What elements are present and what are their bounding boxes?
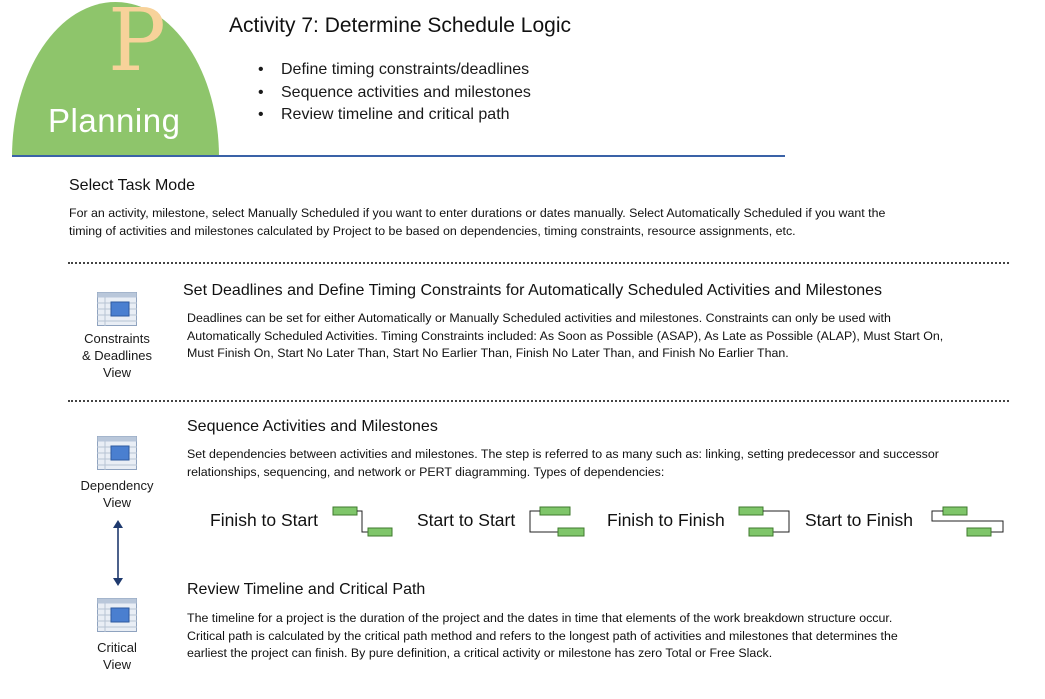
deadlines-text [187,310,943,363]
logo-letter: P [108,2,166,91]
critical-heading: Review Timeline and Critical Path [187,581,426,598]
constraints-view-label [72,330,162,381]
finish-to-finish-label: Finish to Finish [607,510,725,530]
logo-text: Planning [48,102,181,139]
label-line: & Deadlines [81,348,153,363]
activity-bullet-list [258,59,531,127]
dependency-view-label [72,477,162,511]
text-line: Deadlines can be set for either Automatically or Manually Scheduled activities and milestones. Constraints can only be used with [187,311,891,325]
start-to-finish-diagram-icon [929,506,1007,538]
deadlines-heading: Set Deadlines and Define Timing Constraints for Automatically Scheduled Activities and Milestones [183,282,883,299]
label-line: Critical [97,640,137,655]
start-to-start-label: Start to Start [417,510,516,530]
text-line: Automatically Scheduled Activities. Timing Constraints included: As Soon as Possible (ASAP), As Late as Possible (ALAP), Must Start On, [187,328,944,343]
label-line: View [103,365,131,380]
finish-to-start-label: Finish to Start [210,510,318,530]
constraints-view-icon[interactable] [97,292,137,326]
bullet-item: • Review timeline and critical path [258,104,531,127]
task-mode-heading: Select Task Mode [69,177,195,194]
text-line: Must Finish On, Start No Later Than, Start No Earlier Than, Finish No Later Than, and Finish No Earlier Than. [187,346,789,360]
text-line: Set dependencies between activities and milestones. The step is referred to as many such as: linking, setting predecessor and successor [187,447,939,461]
label-line: View [103,495,131,510]
critical-text [187,610,898,663]
finish-to-start-diagram-icon [332,506,394,538]
critical-view-icon[interactable] [97,598,137,632]
bullet-item: • Define timing constraints/deadlines [258,59,531,82]
start-to-finish-label: Start to Finish [805,510,913,530]
page-title: Activity 7: Determine Schedule Logic [229,14,571,37]
label-line: View [103,657,131,672]
text-line: earliest the project can finish. By pure definition, a critical activity or milestone has zero Total or Free Slack. [187,646,773,660]
critical-view-label [72,639,162,673]
finish-to-finish-diagram-icon [737,506,793,538]
header-divider [12,155,785,157]
sequence-text [187,446,939,481]
label-line: Dependency [80,478,154,493]
task-mode-text [69,205,1029,240]
text-line: For an activity, milestone, select Manually Scheduled if you want to enter durations or dates manually. Select Automatically Scheduled if you want the [69,206,886,220]
dependency-view-icon[interactable] [97,436,137,470]
section-divider [68,262,1009,264]
bullet-item: • Sequence activities and milestones [258,82,531,105]
label-line: Constraints [84,331,150,346]
sequence-heading: Sequence Activities and Milestones [187,418,438,435]
double-arrow-icon [111,520,125,586]
section-divider [68,400,1009,402]
text-line: relationships, sequencing, and network or PERT diagramming. Types of dependencies: [187,464,665,479]
start-to-start-diagram-icon [526,506,586,538]
text-line: The timeline for a project is the duration of the project and the dates in time that elements of the work breakdown structure occur. [187,611,893,625]
text-line: timing of activities and milestones calculated by Project to be based on dependencies, timing constraints, resource assignments, etc. [69,223,796,238]
text-line: Critical path is calculated by the critical path method and refers to the longest path of activities and milestones that determines the [187,628,898,643]
planning-logo [12,2,219,157]
